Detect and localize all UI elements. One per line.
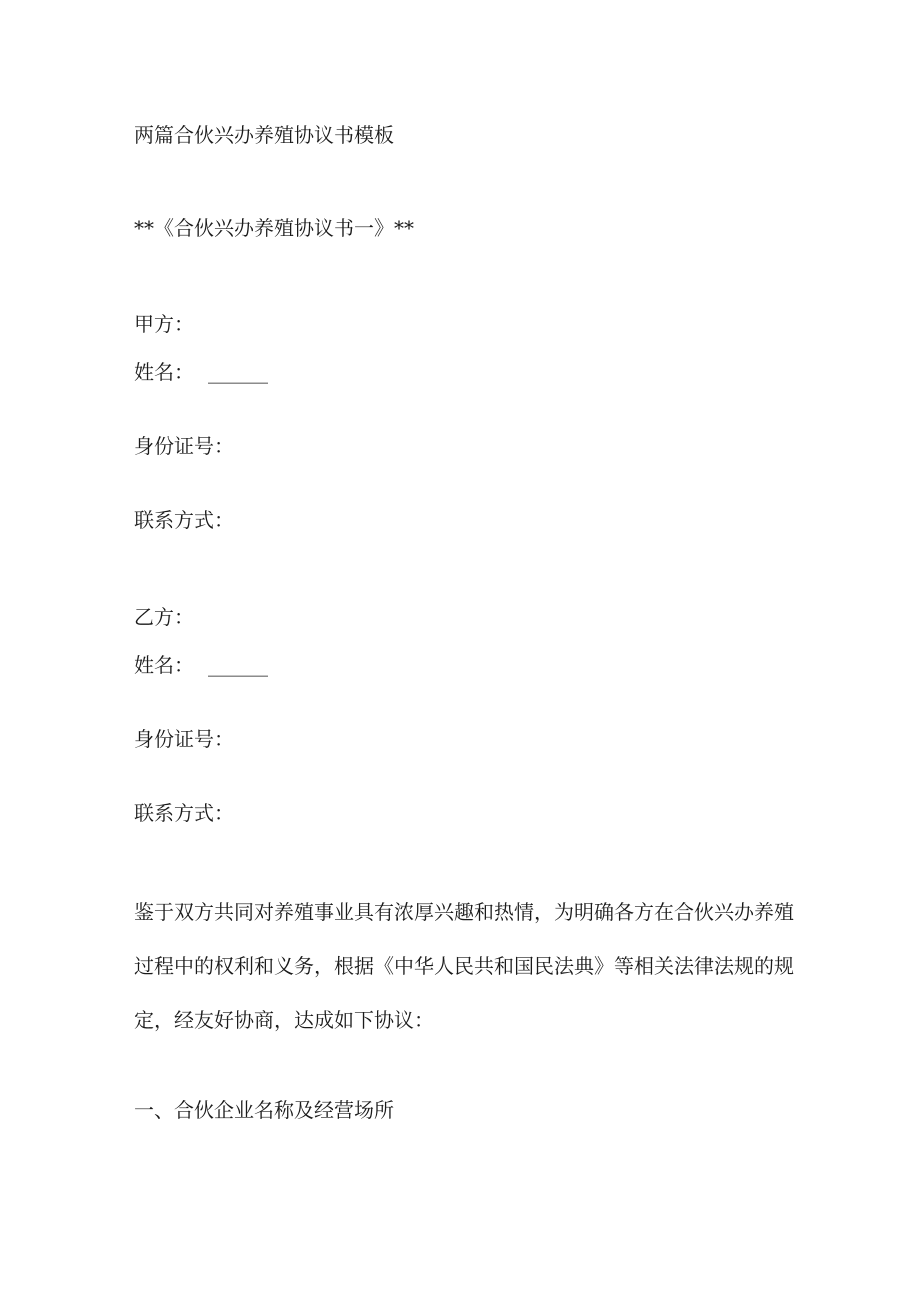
document-title: 两篇合伙兴办养殖协议书模板 [134, 123, 394, 147]
party-a-id-label: 身份证号： [134, 434, 234, 458]
party-b-name-label: 姓名： [134, 653, 194, 677]
party-b-id-label: 身份证号： [134, 727, 234, 751]
party-b-heading: 乙方： [134, 605, 194, 629]
party-a-name-label: 姓名： [134, 360, 194, 384]
party-a-heading: 甲方： [134, 312, 194, 336]
agreement-subtitle: **《合伙兴办养殖协议书一》** [134, 216, 414, 240]
party-a-contact-label: 联系方式： [134, 508, 234, 532]
party-b-name-row [134, 652, 268, 678]
preamble-paragraph: 鉴于双方共同对养殖事业具有浓厚兴趣和热情，为明确各方在合伙兴办养殖过程中的权利和义务，根据《中华人民共和国民法典》等相关法律法规的规定，经友好协商，达成如下协议： [134, 900, 794, 1032]
party-a-name-row [134, 359, 268, 385]
party-b-contact-label: 联系方式： [134, 801, 234, 825]
section-1-heading: 一、合伙企业名称及经营场所 [134, 1098, 394, 1122]
party-b-name-blank: ______ [208, 653, 268, 677]
party-a-name-blank: ______ [208, 360, 268, 384]
